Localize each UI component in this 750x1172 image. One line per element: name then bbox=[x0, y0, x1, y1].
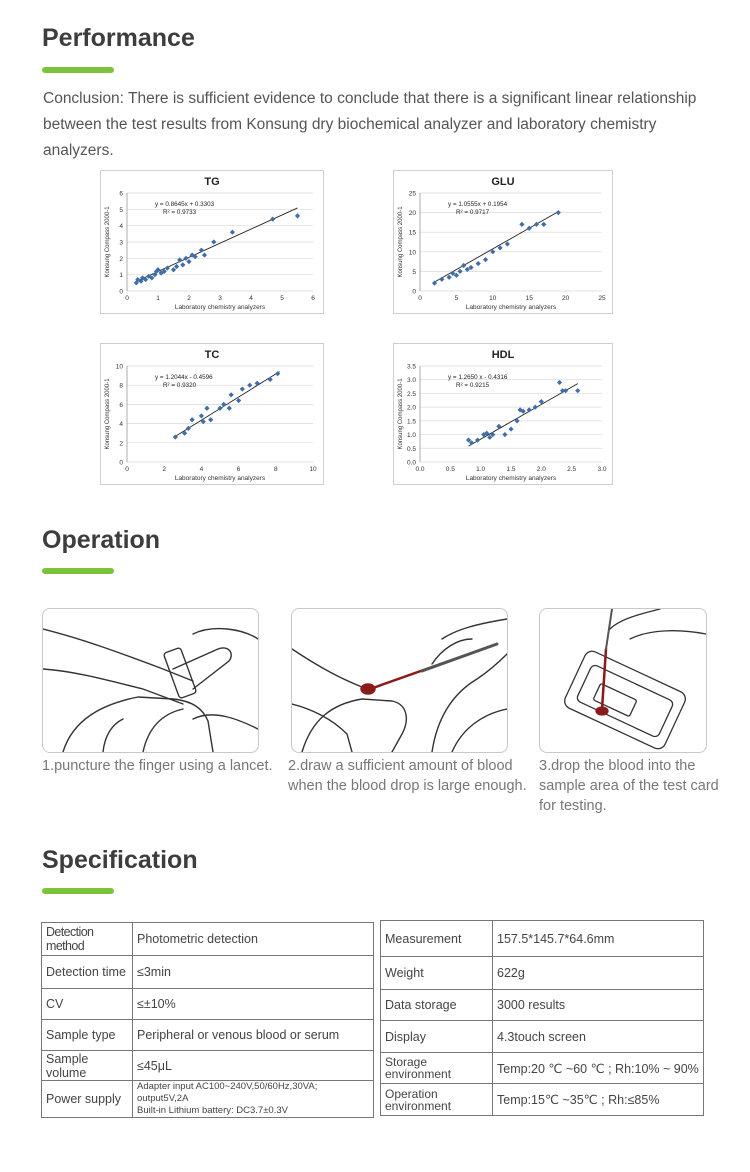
r-squared: R² = 0.9733 bbox=[163, 209, 197, 216]
chart-title: HDL bbox=[491, 349, 515, 361]
y-tick-label: 2.5 bbox=[406, 390, 416, 398]
spec-label: Operation environment bbox=[381, 1084, 493, 1116]
x-tick-label: 3 bbox=[218, 295, 222, 302]
data-point bbox=[208, 417, 213, 422]
x-axis-label: Laboratory chemistry analyzers bbox=[174, 475, 266, 482]
data-point bbox=[186, 259, 191, 264]
x-axis-label: Laboratory chemistry analyzers bbox=[465, 475, 557, 482]
data-point bbox=[527, 407, 532, 412]
spec-value: ≤45μL bbox=[133, 1051, 374, 1081]
data-point bbox=[221, 402, 226, 407]
x-axis-label: Laboratory chemistry analyzers bbox=[174, 304, 266, 311]
spec-value: 3000 results bbox=[493, 990, 704, 1021]
y-tick-label: 8 bbox=[119, 382, 123, 390]
data-point bbox=[476, 261, 481, 266]
step-2-illustration bbox=[291, 608, 508, 753]
spec-label: Weight bbox=[381, 957, 493, 990]
spec-table-right bbox=[380, 920, 704, 1116]
spec-value: Temp:20 ℃ ~60 ℃ ; Rh:10% ~ 90% bbox=[493, 1053, 704, 1084]
table-row bbox=[42, 1081, 374, 1118]
spec-label: Data storage bbox=[381, 990, 493, 1021]
table-row bbox=[42, 923, 374, 956]
y-tick-label: 0 bbox=[412, 288, 416, 296]
data-point bbox=[240, 386, 245, 391]
x-tick-label: 0 bbox=[125, 295, 129, 302]
y-tick-label: 0.0 bbox=[406, 459, 416, 467]
x-tick-label: 15 bbox=[525, 295, 533, 302]
spec-label: Detection time bbox=[42, 956, 133, 989]
y-tick-label: 6 bbox=[119, 190, 123, 198]
y-axis-label: Konsung Compass 2000-1 bbox=[105, 378, 111, 450]
data-point bbox=[527, 226, 532, 231]
chart-tg bbox=[100, 170, 324, 314]
x-tick-label: 2.0 bbox=[536, 466, 546, 473]
table-row bbox=[381, 957, 704, 990]
step-1-caption: 1.puncture the finger using a lancet. bbox=[42, 758, 273, 774]
x-tick-label: 2 bbox=[187, 295, 191, 302]
y-axis-label: Konsung Compass 2000-1 bbox=[398, 206, 404, 278]
spec-value bbox=[133, 1081, 374, 1118]
y-tick-label: 4 bbox=[119, 223, 123, 231]
x-tick-label: 5 bbox=[454, 295, 459, 302]
x-tick-label: 4 bbox=[199, 466, 204, 473]
spec-value: Temp:15℃ ~35℃ ; Rh:≤85% bbox=[493, 1084, 704, 1116]
data-point bbox=[268, 377, 273, 382]
x-tick-label: 1.0 bbox=[476, 466, 486, 473]
x-tick-label: 20 bbox=[561, 295, 570, 302]
step-3-illustration bbox=[539, 608, 707, 753]
y-tick-label: 1 bbox=[119, 272, 123, 280]
y-tick-label: 15 bbox=[408, 229, 416, 237]
trend-equation: y = 1.2650 x - 0.4316 bbox=[448, 374, 508, 381]
data-point bbox=[563, 388, 568, 393]
x-tick-label: 25 bbox=[598, 295, 606, 302]
step-2-caption: 2.draw a sufficient amount of blood when the blood drop is large enough. bbox=[288, 758, 527, 794]
chart-title: GLU bbox=[491, 176, 515, 188]
data-point bbox=[457, 269, 462, 274]
x-tick-label: 1 bbox=[156, 295, 160, 302]
spec-label: Sample volume bbox=[42, 1051, 133, 1081]
x-tick-label: 5 bbox=[280, 295, 284, 302]
y-tick-label: 1.5 bbox=[406, 418, 416, 426]
x-tick-label: 10 bbox=[309, 466, 317, 473]
y-tick-label: 5 bbox=[119, 206, 123, 214]
data-point bbox=[204, 406, 209, 411]
data-point bbox=[483, 257, 488, 262]
data-point bbox=[447, 275, 452, 280]
y-tick-label: 1.0 bbox=[406, 432, 416, 440]
data-point bbox=[199, 248, 204, 253]
data-point bbox=[174, 264, 179, 269]
spec-value-line: Adapter input AC100~240V,50/60Hz,30VA; output5V,2A bbox=[137, 1081, 318, 1104]
data-point bbox=[211, 239, 216, 244]
y-tick-label: 3 bbox=[119, 239, 123, 247]
spec-label: Power supply bbox=[42, 1081, 133, 1118]
data-point bbox=[202, 252, 207, 257]
data-point bbox=[180, 262, 185, 267]
trend-equation: y = 0.8645x + 0.3303 bbox=[155, 201, 215, 208]
spec-table-left bbox=[41, 922, 374, 1118]
x-tick-label: 0.0 bbox=[415, 466, 425, 473]
spec-label: Display bbox=[381, 1021, 493, 1053]
y-tick-label: 4 bbox=[119, 421, 123, 429]
spec-value-line: Built-in Lithium battery: DC3.7±0.3V bbox=[137, 1105, 288, 1116]
spec-value: 622g bbox=[493, 957, 704, 990]
y-tick-label: 2.0 bbox=[406, 404, 416, 412]
data-point bbox=[439, 277, 444, 282]
y-tick-label: 0.5 bbox=[406, 445, 416, 453]
chart-title: TG bbox=[204, 176, 220, 188]
spec-label: Storage environment bbox=[381, 1053, 493, 1084]
operation-heading: Operation bbox=[42, 526, 161, 554]
trend-equation: y = 1.0555x + 0.1954 bbox=[448, 201, 508, 208]
spec-value: Peripheral or venous blood or serum bbox=[133, 1020, 374, 1051]
data-point bbox=[519, 222, 524, 227]
y-axis-label: Konsung Compass 2000-1 bbox=[105, 206, 111, 278]
data-point bbox=[230, 230, 235, 235]
data-point bbox=[461, 263, 466, 268]
spec-label: CV bbox=[42, 989, 133, 1020]
r-squared: R² = 0.9717 bbox=[456, 209, 490, 216]
x-tick-label: 0.5 bbox=[445, 466, 455, 473]
table-row bbox=[381, 990, 704, 1021]
y-axis-label: Konsung Compass 2000-1 bbox=[398, 378, 404, 450]
y-tick-label: 10 bbox=[115, 363, 123, 371]
data-point bbox=[541, 222, 546, 227]
data-point bbox=[505, 241, 510, 246]
y-tick-label: 0 bbox=[119, 459, 123, 467]
data-point bbox=[171, 267, 176, 272]
step-3-caption: 3.drop the blood into the sample area of the test card for testing. bbox=[539, 758, 719, 814]
chart-title: TC bbox=[204, 349, 220, 361]
data-point bbox=[227, 406, 232, 411]
table-row bbox=[381, 1084, 704, 1116]
specification-heading: Specification bbox=[42, 846, 198, 874]
table-row bbox=[381, 921, 704, 957]
x-tick-label: 0 bbox=[418, 295, 422, 302]
performance-heading: Performance bbox=[42, 24, 195, 52]
chart-glu bbox=[393, 170, 613, 314]
chart-hdl bbox=[393, 343, 613, 485]
data-point bbox=[236, 398, 241, 403]
y-tick-label: 5 bbox=[412, 268, 416, 276]
x-tick-label: 6 bbox=[311, 295, 315, 302]
data-point bbox=[190, 417, 195, 422]
table-row bbox=[381, 1053, 704, 1084]
spec-label: Sample type bbox=[42, 1020, 133, 1051]
y-tick-label: 25 bbox=[408, 190, 416, 198]
y-tick-label: 20 bbox=[408, 210, 416, 218]
x-tick-label: 0 bbox=[125, 466, 129, 473]
spec-value: ≤±10% bbox=[133, 989, 374, 1020]
table-row bbox=[42, 989, 374, 1020]
accent-bar bbox=[42, 67, 114, 73]
chart-tc bbox=[100, 343, 324, 485]
data-point bbox=[575, 388, 580, 393]
x-tick-label: 6 bbox=[236, 466, 241, 473]
conclusion-text: Conclusion: There is sufficient evidence to conclude that there is a significant linear relationship between the test results from Konsung dry biochemical analyzer and laboratory chemistry analyzers. bbox=[43, 90, 697, 159]
x-axis-label: Laboratory chemistry analyzers bbox=[465, 304, 557, 311]
step-1-illustration bbox=[42, 608, 259, 753]
table-row bbox=[42, 956, 374, 989]
spec-label: Detection method bbox=[42, 923, 133, 956]
data-point bbox=[557, 380, 562, 385]
trend-equation: y = 1.2044x - 0.4596 bbox=[155, 374, 213, 381]
data-point bbox=[199, 413, 204, 418]
spec-value: 4.3touch screen bbox=[493, 1021, 704, 1053]
data-point bbox=[556, 210, 561, 215]
y-tick-label: 10 bbox=[408, 249, 416, 257]
x-tick-label: 8 bbox=[273, 466, 278, 473]
data-point bbox=[183, 256, 188, 261]
trendline bbox=[469, 384, 578, 446]
y-tick-label: 3.0 bbox=[406, 377, 416, 385]
table-row bbox=[42, 1020, 374, 1051]
x-tick-label: 10 bbox=[489, 295, 497, 302]
r-squared: R² = 0.9215 bbox=[456, 382, 490, 389]
x-tick-label: 1.5 bbox=[506, 466, 516, 473]
table-row bbox=[381, 1021, 704, 1053]
r-squared: R² = 0.9320 bbox=[163, 382, 197, 389]
spec-value: Photometric detection bbox=[133, 923, 374, 956]
data-point bbox=[508, 426, 513, 431]
y-tick-label: 0 bbox=[119, 288, 123, 296]
spec-value: 157.5*145.7*64.6mm bbox=[493, 921, 704, 957]
y-tick-label: 2 bbox=[119, 440, 123, 448]
data-point bbox=[247, 383, 252, 388]
data-point bbox=[229, 392, 234, 397]
y-tick-label: 3.5 bbox=[406, 363, 416, 371]
accent-bar bbox=[42, 888, 114, 894]
spec-value: ≤3min bbox=[133, 956, 374, 989]
data-point bbox=[186, 426, 191, 431]
spec-label: Measurement bbox=[381, 921, 493, 957]
y-tick-label: 2 bbox=[119, 255, 123, 263]
x-tick-label: 2 bbox=[162, 466, 167, 473]
x-tick-label: 3.0 bbox=[597, 466, 607, 473]
accent-bar bbox=[42, 568, 114, 574]
data-point bbox=[295, 213, 300, 218]
x-tick-label: 4 bbox=[249, 295, 253, 302]
data-point bbox=[502, 432, 507, 437]
y-tick-label: 6 bbox=[119, 401, 123, 409]
data-point bbox=[270, 217, 275, 222]
table-row bbox=[42, 1051, 374, 1081]
x-tick-label: 2.5 bbox=[567, 466, 577, 473]
